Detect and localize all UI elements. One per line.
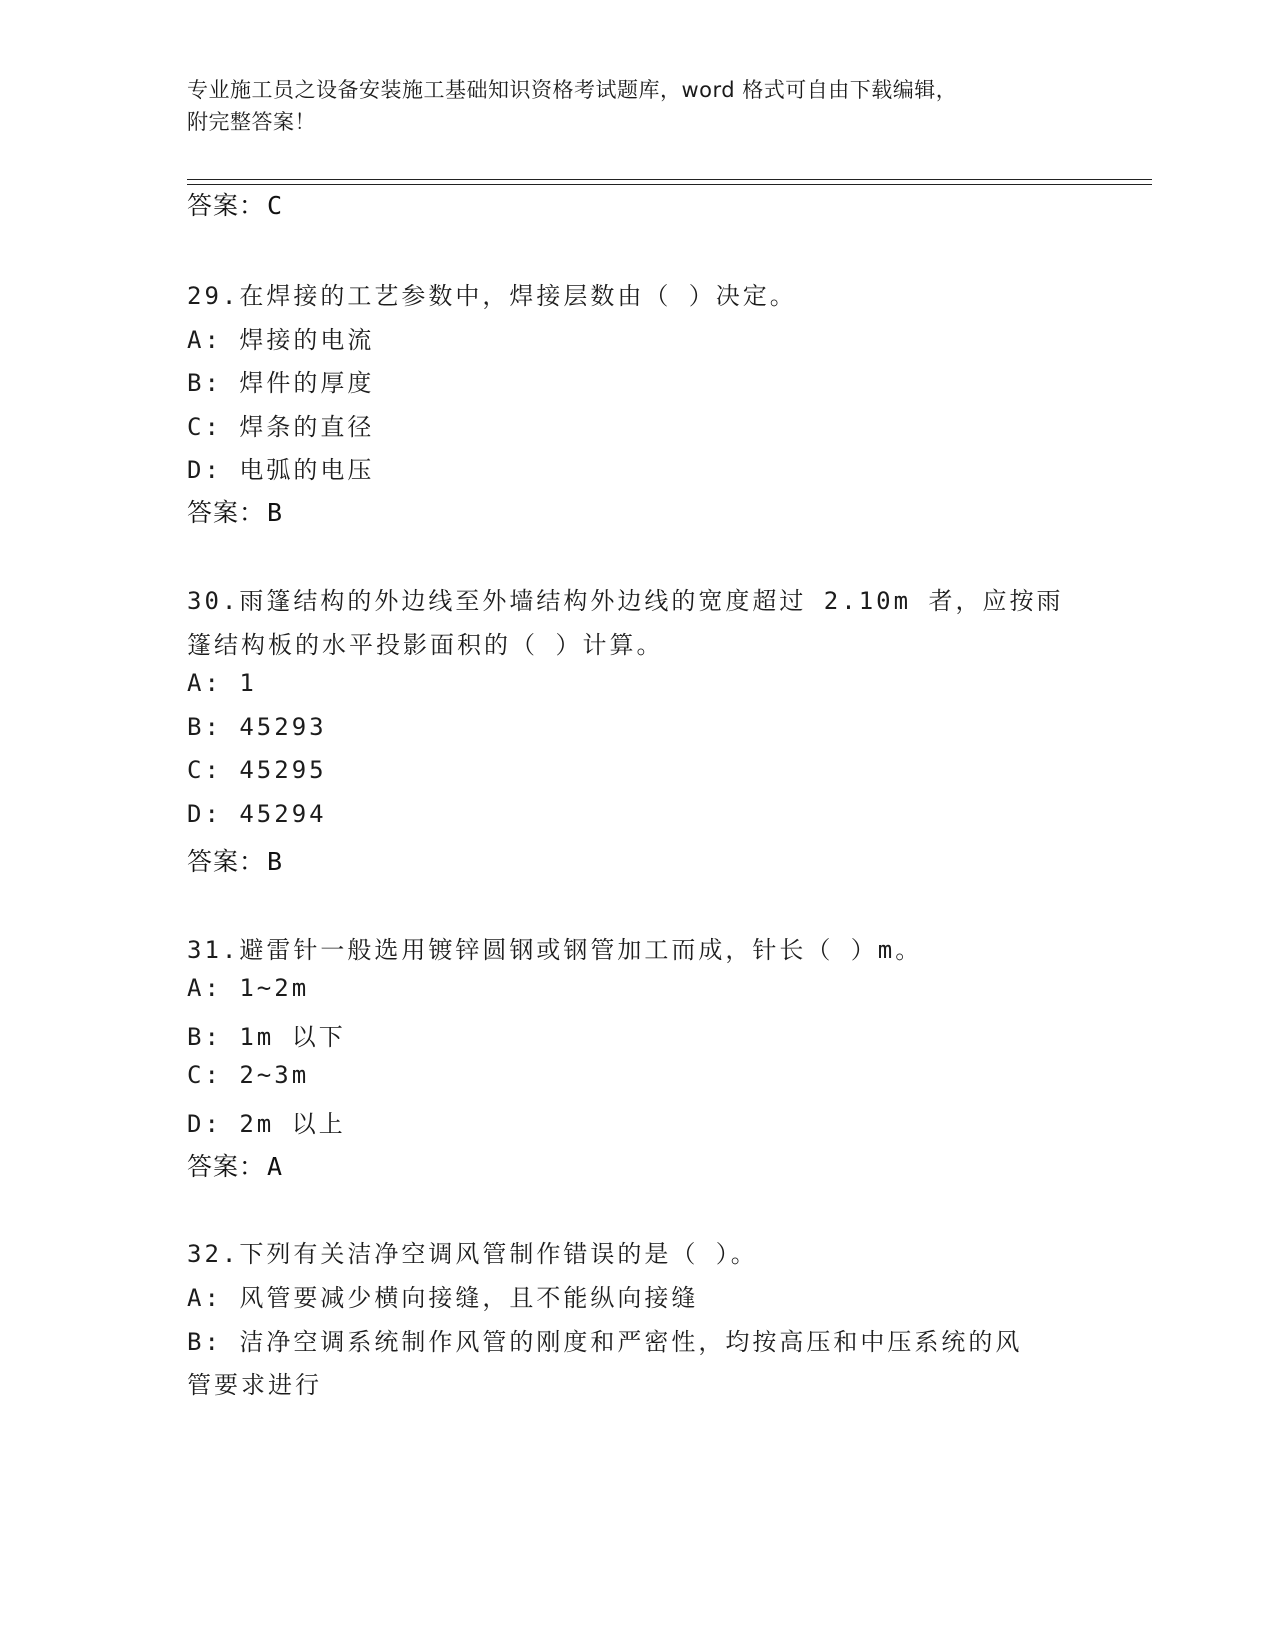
option-b: B: 洁净空调系统制作风管的刚度和严密性，均按高压和中压系统的风 [187, 1328, 1023, 1356]
answer-line [187, 493, 282, 529]
question-stem: 29.在焊接的工艺参数中，焊接层数由（ ）决定。 [187, 282, 797, 310]
answer-label: 答案： [187, 191, 266, 220]
answer-label: 答案： [187, 847, 266, 876]
option-c: C: 2~3m [187, 1061, 310, 1089]
answer-line [187, 1147, 282, 1183]
question-stem: 32.下列有关洁净空调风管制作错误的是（ ）。 [187, 1240, 758, 1268]
answer-line [187, 842, 282, 878]
question-stem-continued: 篷结构板的水平投影面积的（ ）计算。 [187, 631, 664, 659]
option-b: B: 1m 以下 [187, 1023, 346, 1051]
answer-value: B [267, 498, 283, 527]
header-divider-bottom [187, 184, 1152, 185]
option-d: D: 电弧的电压 [187, 456, 375, 484]
option-a: A: 1~2m [187, 974, 310, 1002]
question-stem: 30.雨篷结构的外边线至外墙结构外边线的宽度超过 2.10m 者，应按雨 [187, 587, 1064, 615]
option-d: D: 2m 以上 [187, 1110, 346, 1138]
document-header [187, 74, 1067, 138]
header-divider-top [187, 179, 1152, 180]
answer-value: B [267, 847, 283, 876]
option-a: A: 焊接的电流 [187, 326, 375, 354]
answer-label: 答案： [187, 1152, 266, 1181]
header-line-1: 专业施工员之设备安装施工基础知识资格考试题库，word 格式可自由下载编辑， [187, 78, 958, 102]
option-c: C: 45295 [187, 756, 327, 784]
question-stem: 31.避雷针一般选用镀锌圆钢或钢管加工而成，针长（ ）m。 [187, 936, 923, 964]
option-b-continued: 管要求进行 [187, 1371, 322, 1399]
answer-value: A [267, 1152, 283, 1181]
answer-line [187, 186, 282, 222]
answer-label: 答案： [187, 498, 266, 527]
header-line-2: 附完整答案！ [187, 110, 316, 134]
option-b: B: 45293 [187, 713, 327, 741]
option-a: A: 风管要减少横向接缝，且不能纵向接缝 [187, 1284, 699, 1312]
option-b: B: 焊件的厚度 [187, 369, 375, 397]
option-c: C: 焊条的直径 [187, 413, 375, 441]
option-d: D: 45294 [187, 800, 327, 828]
option-a: A: 1 [187, 669, 257, 697]
answer-value: C [267, 191, 283, 220]
